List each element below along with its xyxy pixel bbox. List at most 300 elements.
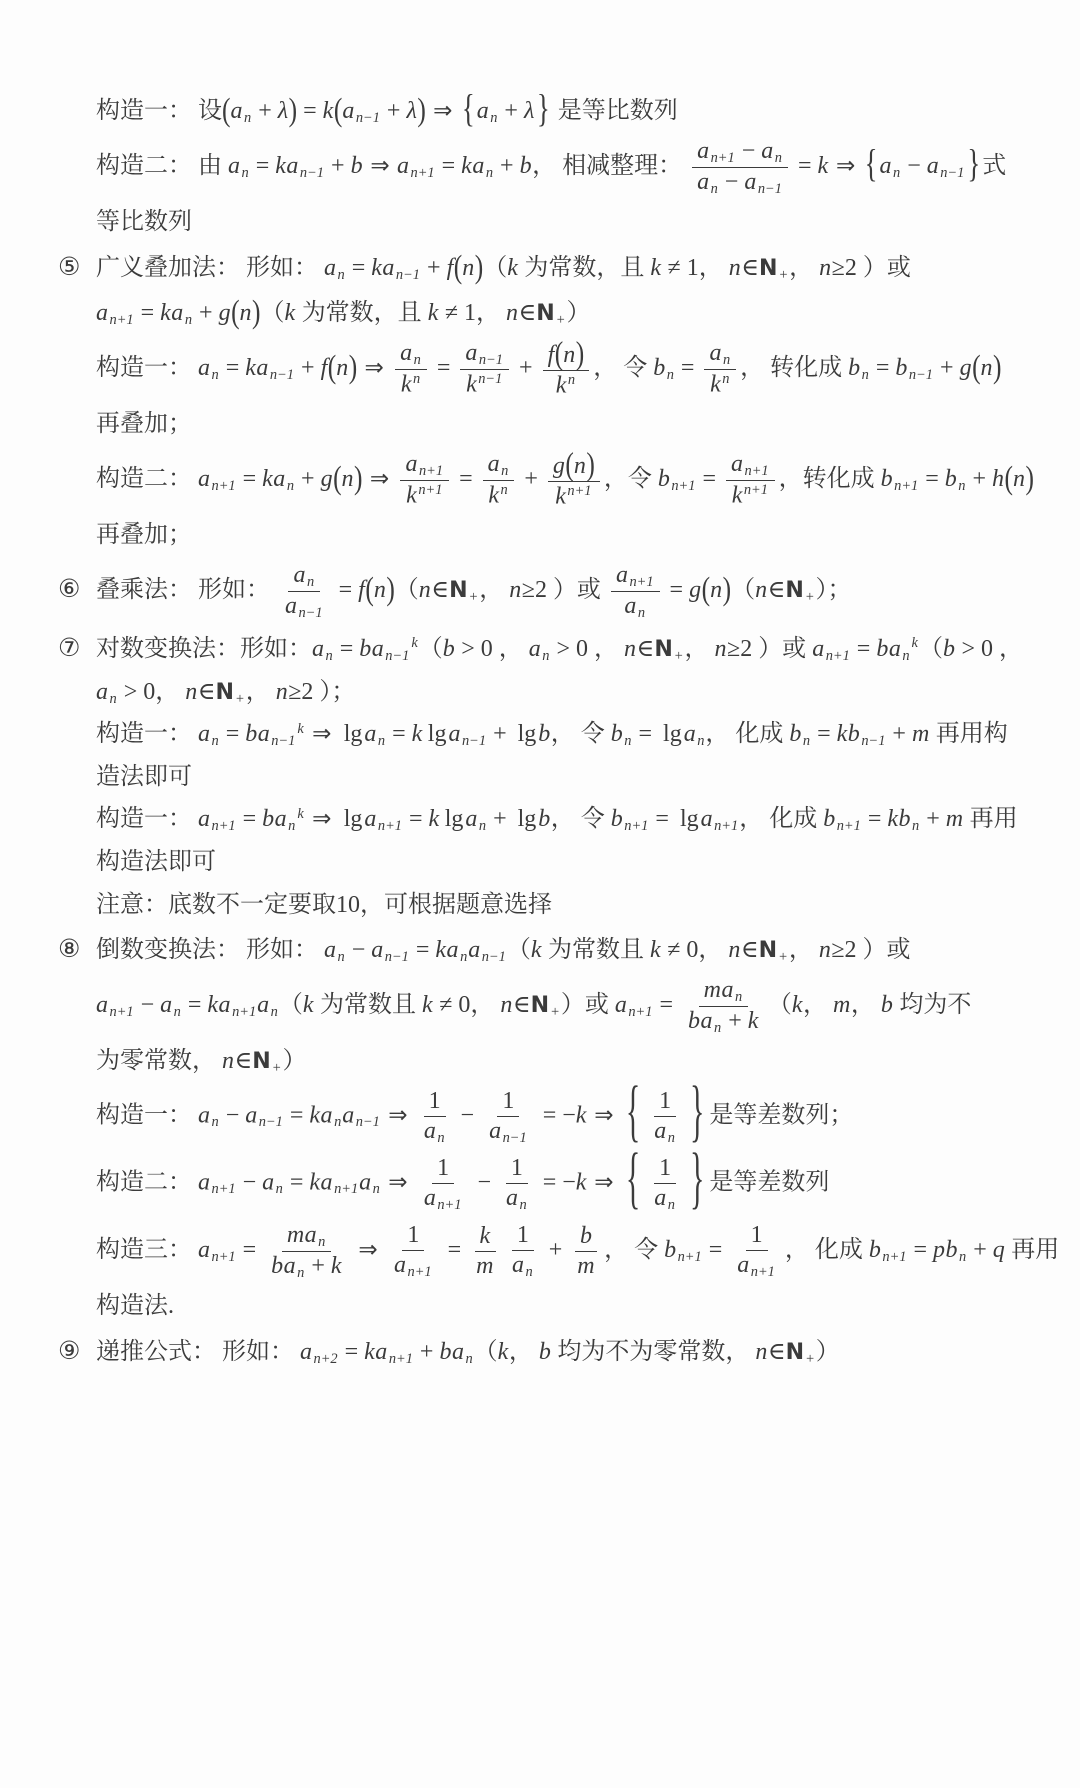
math-variable: ba bbox=[245, 721, 271, 748]
fraction-denominator bbox=[484, 1117, 533, 1146]
fraction-numerator bbox=[548, 445, 600, 483]
math-variable: k bbox=[817, 152, 829, 179]
fraction bbox=[649, 1088, 681, 1146]
subscript: n bbox=[465, 1350, 473, 1367]
subscript: n bbox=[437, 1129, 445, 1146]
text-run: = bbox=[869, 354, 896, 381]
text-run: ∈ bbox=[740, 937, 759, 964]
text-run: ， 化成 bbox=[739, 806, 824, 833]
implies-arrow-icon: ⇒ bbox=[425, 98, 460, 124]
subscript: n+1 bbox=[418, 463, 444, 480]
text-run: 等比数列 bbox=[96, 208, 192, 235]
math-variable: b bbox=[880, 465, 894, 492]
math-variable: n bbox=[506, 300, 519, 327]
implies-arrow-icon: ⇒ bbox=[304, 721, 339, 748]
math-variable: a bbox=[400, 340, 413, 367]
naturals-symbol: N bbox=[654, 636, 673, 662]
text-run: 为常数，且 bbox=[518, 254, 651, 281]
log-function-name: lg bbox=[444, 806, 464, 833]
math-variable: a bbox=[198, 1236, 211, 1263]
math-variable: q bbox=[992, 1236, 1006, 1263]
doc-line bbox=[58, 676, 1062, 710]
fraction bbox=[389, 1222, 438, 1280]
subscript: n bbox=[713, 1019, 722, 1036]
implies-arrow-icon: ⇒ bbox=[304, 806, 339, 833]
subscript: n bbox=[519, 1196, 527, 1213]
text-run: 构造一： 设 bbox=[96, 98, 222, 124]
doc-line bbox=[58, 294, 1062, 331]
math-variable: m bbox=[945, 806, 964, 833]
item-number-marker: ⑤ bbox=[58, 251, 81, 281]
math-variable: n bbox=[728, 937, 741, 964]
subscript: n bbox=[959, 1248, 967, 1265]
math-variable: ka bbox=[364, 1338, 388, 1365]
implies-arrow-icon: ⇒ bbox=[586, 1102, 621, 1129]
text-run: 1 bbox=[659, 1087, 672, 1114]
math-variable: f bbox=[320, 354, 328, 381]
text-run: （ bbox=[918, 635, 943, 662]
text-run: − bbox=[735, 137, 762, 164]
subscript: n bbox=[460, 949, 468, 966]
text-run: ） bbox=[566, 300, 591, 327]
paren: ( bbox=[554, 334, 564, 372]
item-number-marker: ⑨ bbox=[58, 1335, 81, 1365]
paren: ) bbox=[386, 569, 395, 607]
math-variable: k bbox=[497, 1338, 509, 1365]
text-run: ）； bbox=[815, 576, 852, 603]
text-run: 叠乘法： 形如： bbox=[96, 576, 276, 603]
text-run: （ bbox=[260, 300, 285, 327]
log-function-name: lg bbox=[679, 806, 699, 833]
fraction-numerator bbox=[424, 1088, 446, 1117]
math-variable: a bbox=[96, 300, 109, 327]
text-run: + bbox=[518, 465, 544, 492]
superscript: n bbox=[722, 371, 730, 388]
text-run: > 0 ， bbox=[550, 635, 625, 662]
text-run: （ bbox=[483, 254, 508, 281]
fraction-numerator bbox=[654, 1155, 676, 1184]
text-run: = bbox=[850, 635, 877, 662]
paren: ( bbox=[231, 292, 240, 331]
math-variable: n bbox=[185, 678, 198, 705]
math-variable: ka bbox=[371, 254, 395, 281]
brace: } bbox=[967, 141, 981, 186]
fraction-numerator bbox=[699, 977, 749, 1007]
superscript: k bbox=[297, 720, 304, 737]
math-variable: b bbox=[653, 354, 666, 381]
paren: ( bbox=[565, 445, 574, 483]
text-run: + bbox=[494, 152, 520, 179]
math-variable: b bbox=[944, 465, 958, 492]
log-function-name: lg bbox=[343, 721, 363, 748]
text-run: = bbox=[919, 465, 945, 492]
text-run: 1 bbox=[510, 1154, 523, 1181]
fraction bbox=[483, 451, 515, 510]
naturals-symbol: N bbox=[530, 992, 550, 1018]
text-run: ， bbox=[803, 991, 834, 1018]
subscript: n bbox=[173, 1003, 181, 1020]
math-variable: g bbox=[320, 465, 334, 492]
math-variable: k bbox=[427, 300, 439, 327]
text-run: ， bbox=[684, 635, 715, 662]
math-variable: n bbox=[462, 254, 475, 281]
math-variable: a bbox=[926, 152, 940, 179]
fraction bbox=[692, 138, 788, 197]
text-run: + bbox=[193, 300, 219, 327]
paren: ( bbox=[333, 458, 342, 496]
paren: ( bbox=[972, 347, 981, 385]
doc-line bbox=[58, 86, 1062, 131]
text-run: ∈ bbox=[741, 254, 759, 281]
naturals-symbol: N bbox=[785, 577, 804, 603]
subscript: n−1 bbox=[384, 949, 409, 966]
document-lines bbox=[58, 86, 1062, 1369]
math-variable: b bbox=[880, 991, 894, 1018]
subscript: n bbox=[485, 164, 494, 181]
fraction bbox=[419, 1088, 451, 1146]
text-run: + bbox=[920, 806, 946, 833]
text-run: 递推公式： 形如： bbox=[96, 1338, 300, 1365]
superscript: n bbox=[412, 371, 421, 388]
math-variable: b bbox=[657, 465, 671, 492]
paren: ) bbox=[575, 334, 585, 372]
math-variable: pb bbox=[933, 1236, 959, 1263]
text-run: ≠ 1， bbox=[438, 300, 507, 327]
subscript: n−1 bbox=[861, 733, 886, 750]
math-variable: n bbox=[222, 1048, 235, 1075]
text-run: + bbox=[295, 354, 321, 381]
text-run: ， 化成 bbox=[784, 1236, 869, 1263]
paren: ( bbox=[365, 569, 374, 607]
subscript: n bbox=[637, 604, 646, 621]
text-run: 为零常数， bbox=[96, 1048, 222, 1075]
math-variable: n bbox=[755, 1338, 768, 1365]
subscript: n+1 bbox=[744, 463, 769, 480]
fraction-numerator bbox=[506, 1155, 528, 1184]
text-run: （ bbox=[731, 576, 756, 603]
text-run: + bbox=[886, 721, 912, 748]
doc-line bbox=[58, 206, 1062, 240]
text-run: 为常数，且 bbox=[295, 300, 428, 327]
math-variable: k bbox=[400, 371, 412, 398]
text-run: = bbox=[333, 635, 360, 662]
math-variable: b bbox=[848, 354, 861, 381]
math-variable: a bbox=[879, 152, 892, 179]
math-variable: b bbox=[823, 806, 836, 833]
math-variable: a bbox=[744, 168, 757, 195]
text-run: ， bbox=[850, 991, 881, 1018]
paren: ( bbox=[222, 90, 231, 128]
text-run: ， 转化成 bbox=[740, 354, 849, 381]
text-run: − bbox=[134, 991, 161, 1018]
doc-line bbox=[58, 408, 1062, 442]
math-variable: k bbox=[411, 721, 423, 748]
math-variable: a bbox=[342, 1102, 355, 1129]
math-variable: a bbox=[96, 991, 109, 1018]
fraction-numerator bbox=[288, 562, 320, 592]
text-run: 构造二： bbox=[96, 1169, 198, 1196]
math-variable: a bbox=[489, 1117, 502, 1144]
fraction bbox=[484, 1088, 533, 1146]
log-function-name: lg bbox=[517, 721, 537, 748]
fraction-numerator bbox=[282, 1222, 332, 1252]
text-run: ， 化成 bbox=[705, 721, 790, 748]
text-run: ∈ bbox=[234, 1048, 253, 1075]
text-run: 构造一： bbox=[96, 354, 198, 381]
subscript: + bbox=[673, 648, 684, 664]
math-variable: ka bbox=[435, 937, 460, 964]
math-variable: a bbox=[96, 678, 109, 705]
fraction-numerator bbox=[395, 340, 427, 370]
math-variable: k bbox=[731, 482, 743, 509]
text-run: 1 bbox=[407, 1222, 420, 1249]
text-run: 构造一： bbox=[96, 1102, 198, 1129]
math-variable: f bbox=[446, 254, 454, 281]
text-run: （ bbox=[506, 937, 531, 964]
doc-line bbox=[58, 445, 1062, 510]
fraction-denominator bbox=[419, 1117, 451, 1146]
subscript: n bbox=[184, 312, 193, 329]
naturals-symbol: N bbox=[252, 1049, 271, 1075]
paren: ( bbox=[701, 569, 711, 607]
subscript: n bbox=[542, 648, 550, 664]
fraction-denominator bbox=[471, 1252, 499, 1280]
fraction bbox=[732, 1222, 781, 1280]
text-run: = bbox=[791, 152, 818, 179]
big-brace: { bbox=[625, 1074, 641, 1150]
text-run: − bbox=[471, 1169, 497, 1196]
math-variable: a bbox=[731, 451, 744, 478]
math-variable: n bbox=[239, 300, 253, 327]
subscript: n+1 bbox=[629, 573, 654, 590]
text-run: + bbox=[252, 98, 278, 124]
naturals-symbol: N bbox=[536, 301, 555, 327]
subscript: n+1 bbox=[437, 1196, 462, 1213]
math-variable: a bbox=[198, 721, 211, 748]
text-run: 广义叠加法： 形如： bbox=[96, 254, 324, 281]
text-run: = bbox=[663, 576, 690, 603]
text-run: = bbox=[181, 991, 208, 1018]
math-variable: ka bbox=[245, 354, 269, 381]
text-run: ∈ bbox=[197, 678, 216, 705]
doc-line bbox=[58, 562, 1062, 621]
text-run: + bbox=[498, 98, 524, 124]
naturals-symbol: N bbox=[785, 1339, 805, 1365]
math-variable: k bbox=[747, 1007, 759, 1034]
math-variable: a bbox=[364, 721, 377, 748]
math-variable: λ bbox=[277, 98, 289, 124]
math-variable: n bbox=[980, 354, 994, 381]
math-variable: n bbox=[500, 991, 513, 1018]
text-run: ≥2 ）； bbox=[288, 678, 356, 705]
subscript: n−1 bbox=[355, 1114, 380, 1131]
text-run: = bbox=[249, 152, 276, 179]
fraction-numerator bbox=[402, 1222, 424, 1251]
subscript: n+1 bbox=[628, 1003, 653, 1020]
text-run: + bbox=[967, 1236, 993, 1263]
text-run: = bbox=[338, 1338, 365, 1365]
math-variable: n bbox=[509, 576, 522, 603]
text-run: 注意：底数不一定要取10，可根据题意选择 bbox=[96, 891, 552, 918]
text-run: ∈ bbox=[512, 991, 531, 1018]
math-variable: kb bbox=[887, 806, 912, 833]
math-variable: ba bbox=[876, 635, 902, 662]
math-variable: a bbox=[683, 721, 697, 748]
superscript: k bbox=[297, 805, 304, 822]
math-variable: a bbox=[654, 1117, 667, 1144]
fraction-denominator bbox=[507, 1251, 539, 1280]
math-variable: a bbox=[359, 1169, 372, 1196]
subscript: n−1 bbox=[481, 949, 506, 966]
subscript: n−1 bbox=[355, 110, 380, 127]
subscript: n−1 bbox=[502, 1129, 527, 1146]
text-run: = bbox=[409, 937, 436, 964]
text-run: − bbox=[236, 1169, 263, 1196]
fraction-numerator bbox=[575, 1223, 598, 1252]
text-run: = bbox=[283, 1169, 310, 1196]
subscript: n bbox=[666, 366, 674, 383]
math-variable: a bbox=[198, 806, 211, 833]
subscript: n−1 bbox=[478, 352, 504, 369]
text-run: ≠ 0， bbox=[661, 937, 729, 964]
subscript: n bbox=[802, 733, 811, 750]
text-run: − bbox=[454, 1102, 481, 1129]
doc-line bbox=[58, 1290, 1062, 1324]
math-variable: k bbox=[322, 98, 334, 124]
doc-line bbox=[58, 718, 1062, 752]
fraction bbox=[507, 1222, 539, 1280]
math-variable: a bbox=[230, 98, 243, 124]
fraction bbox=[611, 562, 660, 621]
text-run: ∈ bbox=[518, 300, 537, 327]
math-variable: a bbox=[624, 592, 637, 619]
text-run: 再用构 bbox=[929, 721, 1008, 748]
subscript: n+1 bbox=[894, 477, 919, 494]
math-variable: f bbox=[547, 341, 555, 368]
text-run: （ bbox=[473, 1338, 498, 1365]
subscript: n+1 bbox=[109, 312, 134, 329]
fraction-numerator bbox=[726, 451, 775, 481]
text-run: 构造二： 由 bbox=[96, 152, 228, 179]
text-run: ， bbox=[245, 678, 276, 705]
math-variable: n bbox=[275, 678, 289, 705]
math-variable: ma bbox=[703, 976, 734, 1003]
math-variable: a bbox=[324, 254, 337, 281]
paren: ) bbox=[586, 445, 595, 483]
math-variable: m bbox=[911, 721, 930, 748]
text-run: = bbox=[386, 721, 412, 748]
fraction-numerator bbox=[475, 1223, 496, 1252]
superscript: k bbox=[911, 635, 918, 652]
subscript: n bbox=[241, 164, 249, 181]
log-function-name: lg bbox=[343, 806, 363, 833]
paren: ) bbox=[474, 247, 484, 285]
subscript: n+1 bbox=[882, 1248, 907, 1265]
subscript: n bbox=[211, 366, 219, 383]
text-run: 1 bbox=[428, 1087, 441, 1114]
text-run: = bbox=[441, 1236, 468, 1263]
text-run: + bbox=[295, 465, 321, 492]
superscript: n bbox=[500, 482, 508, 499]
math-variable: b bbox=[868, 1236, 882, 1263]
math-variable: b bbox=[519, 152, 533, 179]
log-function-name: lg bbox=[517, 806, 537, 833]
math-variable: f bbox=[358, 576, 366, 603]
fraction bbox=[280, 562, 329, 621]
subscript: n bbox=[109, 690, 117, 707]
math-variable: ka bbox=[275, 152, 299, 179]
subscript: n−1 bbox=[757, 180, 782, 197]
fraction-numerator bbox=[497, 1088, 519, 1117]
text-run: + bbox=[413, 1338, 440, 1365]
text-run: + bbox=[380, 98, 407, 124]
text-run: （ bbox=[278, 991, 303, 1018]
text-run: + bbox=[421, 254, 447, 281]
text-run: = bbox=[430, 354, 457, 381]
subscript: n bbox=[525, 1264, 533, 1281]
doc-line bbox=[58, 761, 1062, 795]
text-run: = bbox=[402, 806, 429, 833]
math-variable: n bbox=[563, 341, 576, 368]
text-run: = bbox=[236, 1236, 263, 1263]
subscript: n bbox=[270, 1003, 278, 1020]
math-variable: n bbox=[336, 354, 349, 381]
subscript: n+1 bbox=[671, 477, 696, 494]
text-run: ≥2 ）或 bbox=[831, 937, 911, 964]
superscript: n bbox=[567, 371, 576, 388]
paren: ) bbox=[722, 569, 732, 607]
implies-arrow-icon: ⇒ bbox=[380, 1102, 415, 1129]
math-variable: b bbox=[350, 152, 364, 179]
fraction-denominator bbox=[732, 1251, 781, 1280]
math-variable: a bbox=[697, 137, 710, 164]
text-run: = bbox=[332, 576, 359, 603]
subscript: n−1 bbox=[258, 1114, 283, 1131]
fraction bbox=[543, 334, 590, 399]
text-run: 1 bbox=[437, 1154, 450, 1181]
math-variable: a bbox=[487, 451, 501, 478]
fraction bbox=[400, 451, 449, 510]
doc-line bbox=[58, 334, 1062, 399]
subscript: + bbox=[805, 1350, 815, 1367]
subscript: n bbox=[337, 949, 345, 966]
math-variable: k bbox=[284, 300, 296, 327]
math-variable: n bbox=[573, 452, 587, 479]
math-variable: ka bbox=[461, 152, 485, 179]
fraction-denominator bbox=[280, 592, 329, 621]
subscript: n+1 bbox=[232, 1003, 257, 1020]
text-run: 再用 bbox=[963, 806, 1018, 833]
math-variable: k bbox=[330, 1252, 343, 1279]
math-variable: h bbox=[992, 465, 1005, 492]
fraction-numerator bbox=[512, 1222, 534, 1251]
doc-line bbox=[58, 846, 1062, 880]
big-brace: } bbox=[689, 1141, 705, 1217]
text-run: ， bbox=[508, 1338, 539, 1365]
subscript: n bbox=[667, 1196, 675, 1213]
text-run: + bbox=[934, 354, 960, 381]
text-run: = bbox=[702, 1236, 729, 1263]
paren: ) bbox=[354, 458, 363, 496]
superscript: n+1 bbox=[743, 482, 768, 499]
implies-arrow-icon: ⇒ bbox=[828, 152, 863, 179]
fraction-denominator bbox=[705, 370, 735, 399]
doc-line bbox=[58, 519, 1062, 553]
text-run: 再叠加； bbox=[96, 411, 192, 438]
text-run: = bbox=[219, 354, 246, 381]
subscript: n bbox=[243, 110, 252, 127]
fraction-denominator bbox=[461, 370, 508, 399]
